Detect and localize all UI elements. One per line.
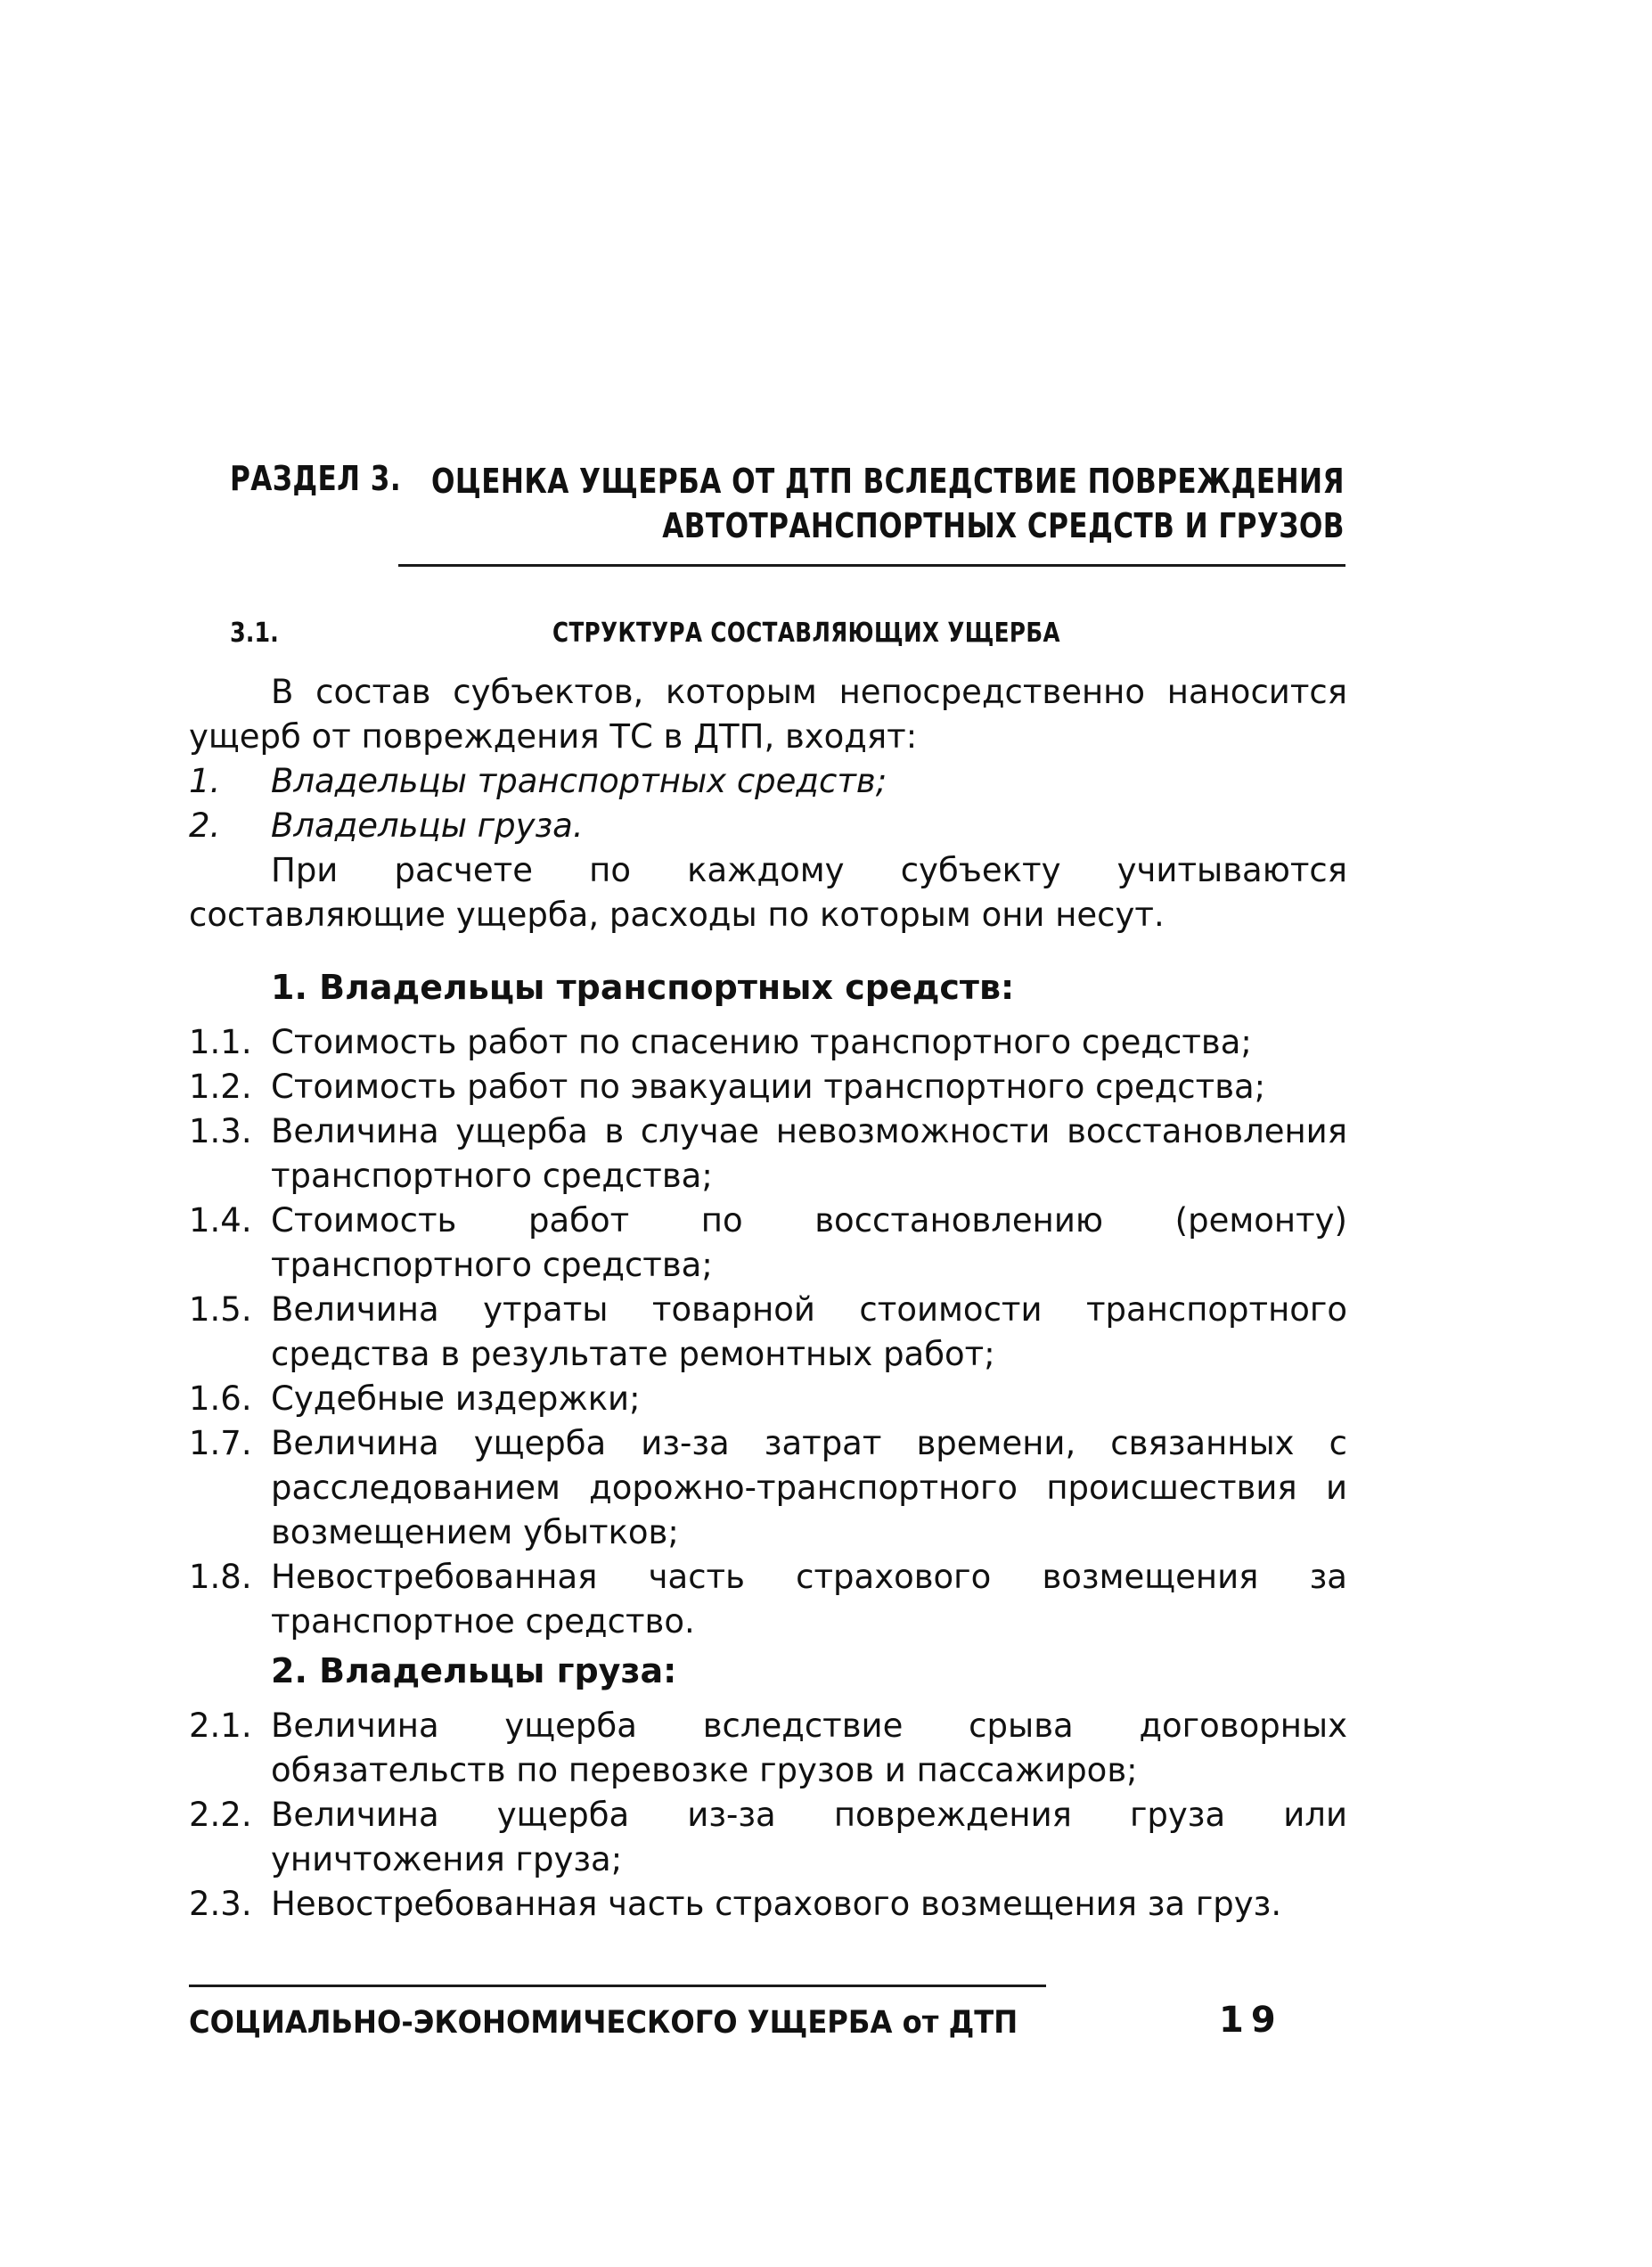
item-text: Стоимость работ по спасению транспортного средства; [271,1023,1252,1061]
item-text: Величина утраты товарной стоимости транспортного средства в результате ремонтных работ; [271,1290,1347,1373]
item-text: Величина ущерба вследствие срыва договорных обязательств по перевозке грузов и пассажиров; [271,1706,1347,1789]
item-text: Невостребованная часть страхового возмещения за транспортное средство. [271,1558,1347,1641]
section-title-line1: ОЦЕНКА УЩЕРБА ОТ ДТП ВСЛЕДСТВИЕ ПОВРЕЖДЕНИЯ [431,462,1345,501]
list-item [189,1288,1347,1377]
heading-divider [398,564,1345,567]
list-item [189,1065,1347,1109]
intro-paragraph: В состав субъектов, которым непосредственно наносится ущерб от повреждения ТС в ДТП, входят: [189,673,1347,756]
item-text: Судебные издержки; [271,1379,641,1418]
list-item [189,1555,1347,1644]
group-heading-cargo-owners: 2. Владельцы груза: [271,1651,677,1690]
item-text: Невостребованная часть страхового возмещения за груз. [271,1885,1282,1923]
footer-divider [189,1985,1046,1987]
list-item [189,1882,1347,1927]
list-item [189,1020,1347,1065]
page-number: 19 [1219,2000,1283,2041]
subsection-title: СТРУКТУРА СОСТАВЛЯЮЩИХ УЩЕРБА [552,618,1060,649]
list-item [189,1421,1347,1555]
subsection-number: 3.1. [230,618,279,649]
list-item [189,1109,1347,1199]
list-item [189,1199,1347,1288]
item-number: 1.5. [189,1290,252,1329]
item-text: Стоимость работ по восстановлению (ремонту) транспортного средства; [271,1201,1347,1284]
subject-item [189,759,887,804]
item-number: 2.3. [189,1885,252,1923]
subject-number: 1. [189,762,221,800]
section-title-line2: АВТОТРАНСПОРТНЫХ СРЕДСТВ И ГРУЗОВ [662,506,1345,545]
subject-number: 2. [189,806,221,845]
intro-paragraph-2: При расчете по каждому субъекту учитываются составляющие ущерба, расходы по которым они несут. [189,851,1347,934]
item-number: 1.6. [189,1379,252,1418]
list-item [189,1377,1347,1421]
item-text: Величина ущерба из-за повреждения груза или уничтожения груза; [271,1796,1347,1878]
list-item [189,1793,1347,1882]
item-number: 1.2. [189,1068,252,1106]
item-text: Стоимость работ по эвакуации транспортного средства; [271,1068,1266,1106]
item-number: 1.3. [189,1112,252,1150]
item-number: 2.2. [189,1796,252,1834]
item-number: 1.7. [189,1424,252,1462]
item-number: 1.1. [189,1023,252,1061]
item-text: Величина ущерба из-за затрат времени, связанных с расследованием дорожно-транспортного происшествия и возмещением убытков; [271,1424,1347,1551]
subject-text: Владельцы груза. [271,806,584,845]
section-label: РАЗДЕЛ 3. [230,459,402,498]
subject-text: Владельцы транспортных средств; [271,762,887,800]
section-title [431,459,1345,548]
group-heading-vehicle-owners: 1. Владельцы транспортных средств: [271,968,1015,1007]
item-text: Величина ущерба в случае невозможности восстановления транспортного средства; [271,1112,1347,1195]
list-item [189,1704,1347,1793]
item-number: 2.1. [189,1706,252,1745]
item-number: 1.8. [189,1558,252,1596]
item-number: 1.4. [189,1201,252,1240]
running-footer-title: СОЦИАЛЬНО-ЭКОНОМИЧЕСКОГО УЩЕРБА от ДТП [189,2005,1018,2041]
subject-item [189,804,584,848]
